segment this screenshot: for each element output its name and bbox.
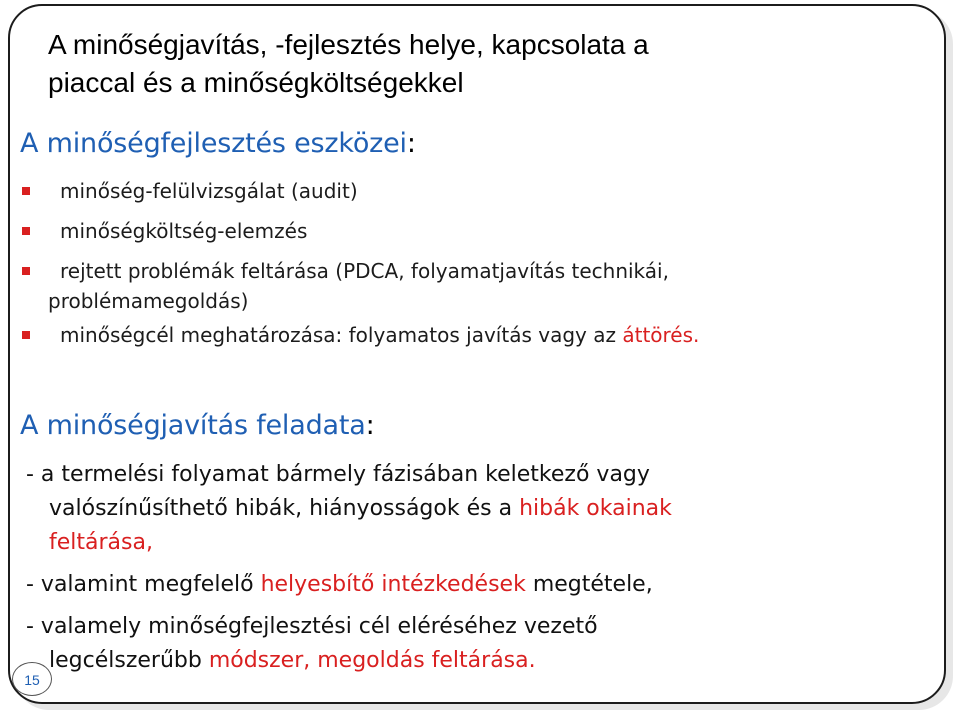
task-emphasis: feltárása, [49, 530, 153, 555]
task-text: - valamint megfelelő [26, 572, 261, 597]
task-emphasis: hibák okainak [519, 496, 672, 521]
task-line: - valamely minőségfejlesztési cél eléréséhez vezető [26, 614, 598, 639]
square-bullet-icon [22, 187, 30, 195]
square-bullet-icon [22, 227, 30, 235]
task-line [26, 492, 936, 526]
list-item [20, 320, 930, 350]
task-paragraph [26, 458, 936, 560]
task-paragraph [26, 610, 936, 678]
tools-list [20, 176, 930, 360]
slide-title [48, 26, 649, 102]
task-paragraph [26, 568, 936, 602]
list-item-text-continued: problémamegoldás) [48, 289, 249, 313]
tools-heading [20, 128, 416, 159]
list-item-emphasis: áttörés. [622, 323, 700, 347]
slide-title-line-1: A minőségjavítás, -fejlesztés helye, kapcsolata a [48, 29, 649, 60]
task-emphasis: helyesbítő intézkedések [260, 572, 526, 597]
task-line: - a termelési folyamat bármely fázisában keletkező vagy [26, 462, 650, 487]
list-item-text: rejtett problémák feltárása (PDCA, folyamatjavítás technikái, [60, 259, 669, 283]
tasks-heading-text: A minőségjavítás feladata [20, 410, 366, 441]
tasks-body [26, 458, 936, 686]
tools-heading-colon: : [406, 128, 416, 159]
list-item-text: minőség-felülvizsgálat (audit) [60, 179, 358, 203]
list-item-text: minőségköltség-elemzés [60, 219, 308, 243]
task-text: valószínűsíthető hibák, hiányosságok és a [49, 496, 520, 521]
list-item [20, 256, 930, 316]
task-text: megtétele, [525, 572, 653, 597]
task-line [26, 568, 936, 602]
square-bullet-icon [22, 267, 30, 275]
slide-title-line-2: piaccal és a minőségköltségekkel [48, 67, 464, 98]
tasks-heading [20, 410, 375, 441]
task-text: legcélszerűbb [49, 648, 209, 673]
task-line [26, 644, 936, 678]
tools-heading-text: A minőségfejlesztés eszközei [20, 128, 407, 159]
list-item-text: minőségcél meghatározása: folyamatos javítás vagy az [60, 323, 623, 347]
task-emphasis: módszer, megoldás feltárása. [208, 648, 536, 673]
square-bullet-icon [22, 331, 30, 339]
page-number: 15 [12, 662, 52, 696]
list-item [20, 216, 930, 246]
list-item [20, 176, 930, 206]
tasks-heading-colon: : [365, 410, 375, 441]
